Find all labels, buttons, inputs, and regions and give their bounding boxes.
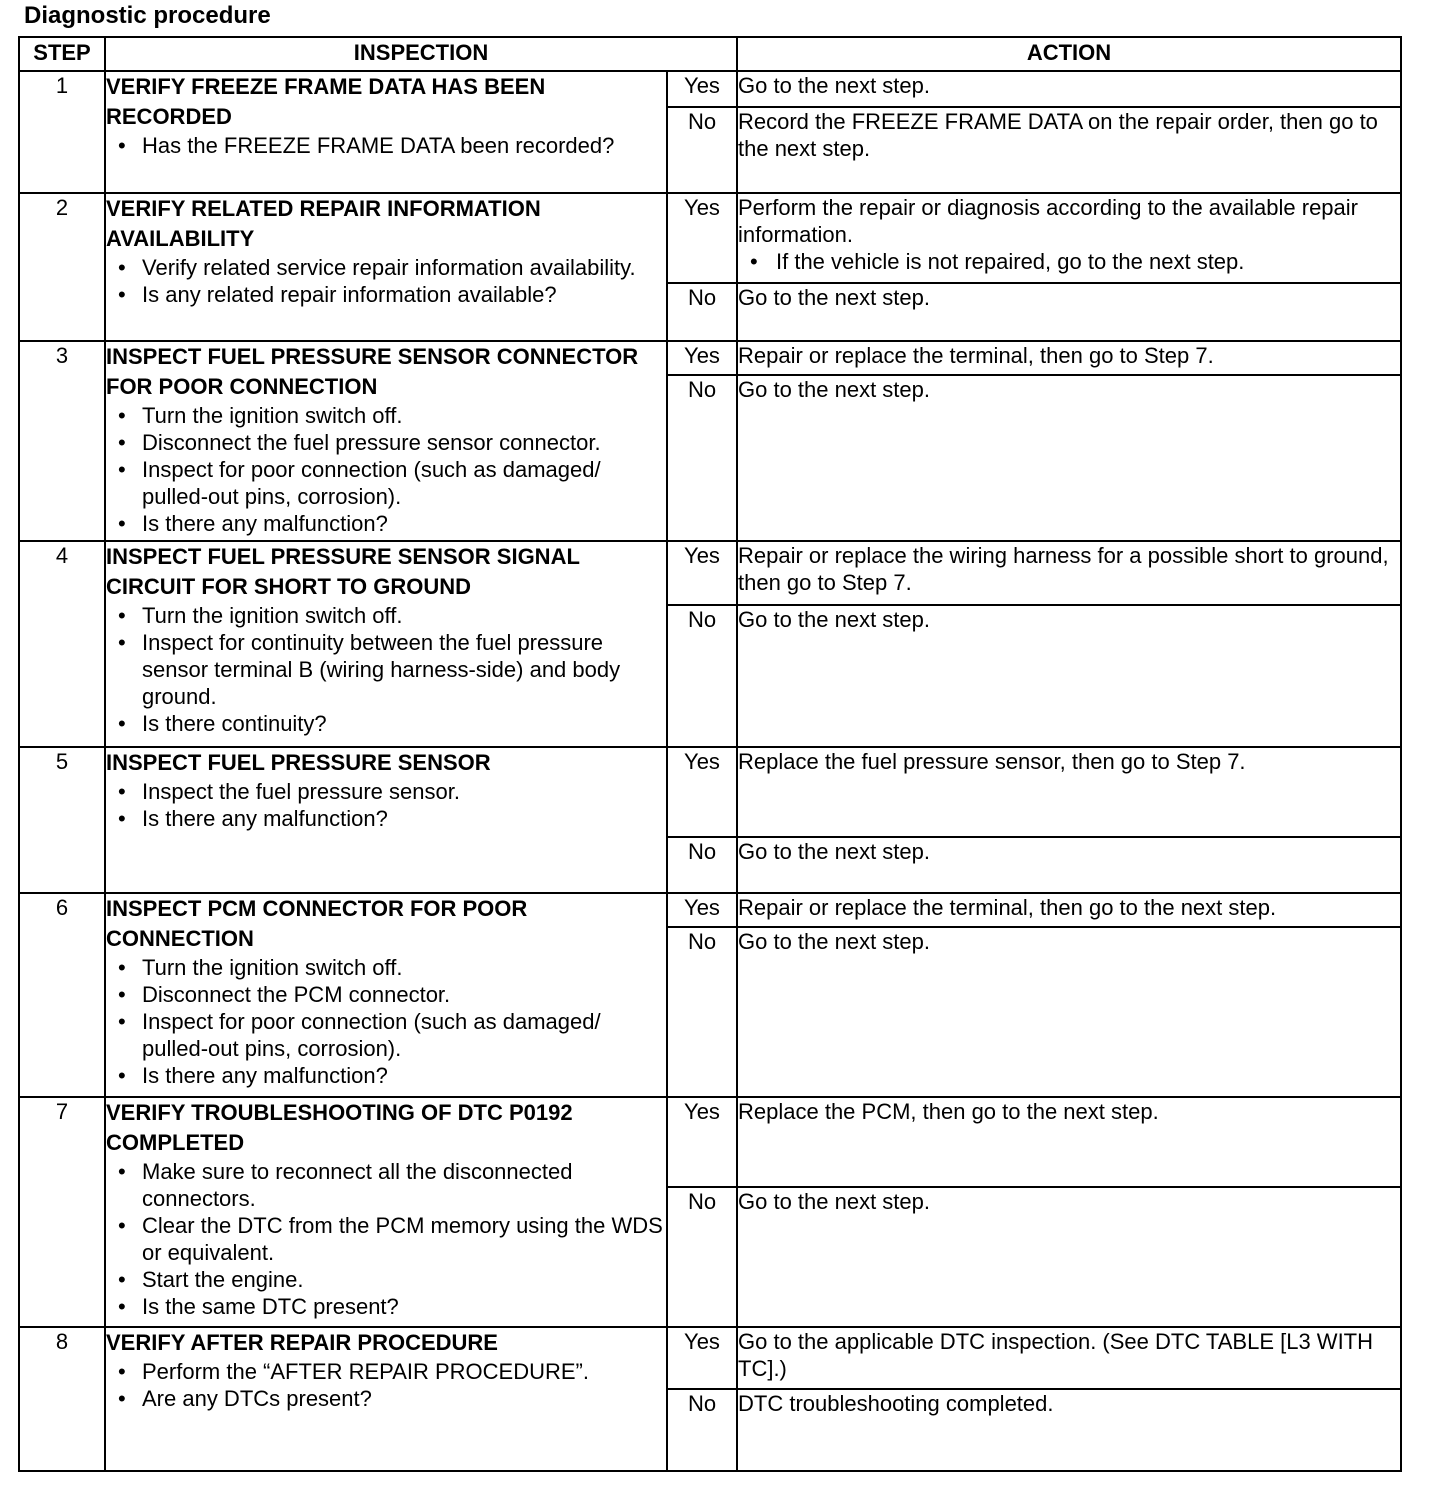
yes-action: Repair or replace the terminal, then go to Step 7. (737, 341, 1401, 375)
yes-label: Yes (667, 541, 737, 605)
inspection-title: VERIFY RELATED REPAIR INFORMATION AVAILABILITY (106, 196, 541, 251)
step-number: 5 (19, 747, 105, 893)
inspection-cell (105, 541, 667, 747)
inspection-bullet: • Turn the ignition switch off. (106, 602, 666, 629)
inspection-bullet: • Turn the ignition switch off. (106, 954, 666, 981)
inspection-title: INSPECT FUEL PRESSURE SENSOR (106, 750, 491, 775)
yes-action: Replace the PCM, then go to the next step. (737, 1097, 1401, 1187)
no-action: DTC troubleshooting completed. (737, 1389, 1401, 1471)
no-action: Record the FREEZE FRAME DATA on the repair order, then go to the next step. (737, 107, 1401, 193)
inspection-bullet: • Has the FREEZE FRAME DATA been recorded? (106, 132, 666, 159)
inspection-title: INSPECT FUEL PRESSURE SENSOR CONNECTOR FOR POOR CONNECTION (106, 344, 639, 399)
inspection-bullet: • Inspect for poor connection (such as damaged/ pulled-out pins, corrosion). (106, 456, 666, 510)
inspection-bullet: • Inspect for poor connection (such as damaged/ pulled-out pins, corrosion). (106, 1008, 666, 1062)
yes-action: Replace the fuel pressure sensor, then go to Step 7. (737, 747, 1401, 837)
no-label: No (667, 1187, 737, 1327)
yes-action: Repair or replace the terminal, then go to the next step. (737, 893, 1401, 927)
document-title: Diagnostic procedure (24, 2, 271, 29)
inspection-cell (105, 747, 667, 893)
inspection-cell (105, 193, 667, 341)
no-action: Go to the next step. (737, 375, 1401, 541)
no-action: Go to the next step. (737, 927, 1401, 1097)
inspection-bullet: • Make sure to reconnect all the disconnected connectors. (106, 1158, 666, 1212)
step-row-1-yes (19, 71, 1401, 107)
inspection-bullet: • Is any related repair information available? (106, 281, 666, 308)
inspection-title: VERIFY TROUBLESHOOTING OF DTC P0192 COMPLETED (106, 1100, 573, 1155)
step-number: 2 (19, 193, 105, 341)
inspection-bullet: • Clear the DTC from the PCM memory using the WDS or equivalent. (106, 1212, 666, 1266)
inspection-bullet: • Is the same DTC present? (106, 1293, 666, 1320)
table-header-row (19, 37, 1401, 71)
inspection-cell (105, 341, 667, 541)
step-number: 3 (19, 341, 105, 541)
no-label: No (667, 605, 737, 747)
step-number: 8 (19, 1327, 105, 1471)
inspection-cell (105, 1327, 667, 1471)
inspection-bullet: • Inspect the fuel pressure sensor. (106, 778, 666, 805)
no-action: Go to the next step. (737, 283, 1401, 341)
yes-action: Go to the next step. (737, 71, 1401, 107)
inspection-bullet: • Perform the “AFTER REPAIR PROCEDURE”. (106, 1358, 666, 1385)
step-number: 7 (19, 1097, 105, 1327)
no-label: No (667, 375, 737, 541)
inspection-bullet: • Are any DTCs present? (106, 1385, 666, 1412)
step-row-2-yes (19, 193, 1401, 283)
no-label: No (667, 107, 737, 193)
no-label: No (667, 837, 737, 893)
inspection-cell (105, 1097, 667, 1327)
inspection-cell (105, 893, 667, 1097)
inspection-bullet: • Inspect for continuity between the fuel pressure sensor terminal B (wiring harness-side) and body ground. (106, 629, 666, 710)
inspection-title: INSPECT FUEL PRESSURE SENSOR SIGNAL CIRCUIT FOR SHORT TO GROUND (106, 544, 580, 599)
no-label: No (667, 283, 737, 341)
yes-action: Go to the applicable DTC inspection. (See DTC TABLE [L3 WITH TC].) (737, 1327, 1401, 1389)
no-label: No (667, 927, 737, 1097)
step-number: 1 (19, 71, 105, 193)
inspection-title: INSPECT PCM CONNECTOR FOR POOR CONNECTION (106, 896, 528, 951)
step-row-5-yes (19, 747, 1401, 837)
step-row-4-yes (19, 541, 1401, 605)
header-action: ACTION (737, 37, 1401, 71)
inspection-bullet: • Verify related service repair information availability. (106, 254, 666, 281)
step-number: 4 (19, 541, 105, 747)
yes-label: Yes (667, 193, 737, 283)
step-row-8-yes (19, 1327, 1401, 1389)
step-number: 6 (19, 893, 105, 1097)
yes-label: Yes (667, 341, 737, 375)
no-label: No (667, 1389, 737, 1471)
diagnostic-procedure-table (18, 36, 1402, 1472)
no-action: Go to the next step. (737, 837, 1401, 893)
yes-label: Yes (667, 747, 737, 837)
yes-label: Yes (667, 1327, 737, 1389)
inspection-title: VERIFY AFTER REPAIR PROCEDURE (106, 1330, 498, 1355)
step-row-3-yes (19, 341, 1401, 375)
inspection-bullet: • Is there continuity? (106, 710, 666, 737)
inspection-bullet: • Is there any malfunction? (106, 805, 666, 832)
no-action: Go to the next step. (737, 605, 1401, 747)
header-step: STEP (19, 37, 105, 71)
inspection-title: VERIFY FREEZE FRAME DATA HAS BEEN RECORDED (106, 74, 546, 129)
inspection-bullet: • Start the engine. (106, 1266, 666, 1293)
step-row-6-yes (19, 893, 1401, 927)
no-action: Go to the next step. (737, 1187, 1401, 1327)
yes-label: Yes (667, 893, 737, 927)
yes-label: Yes (667, 71, 737, 107)
yes-action: Perform the repair or diagnosis according to the available repair information. (738, 195, 1358, 247)
inspection-bullet: • Is there any malfunction? (106, 1062, 666, 1089)
inspection-bullet: • Disconnect the fuel pressure sensor connector. (106, 429, 666, 456)
header-inspection: INSPECTION (105, 37, 737, 71)
inspection-bullet: • Is there any malfunction? (106, 510, 666, 537)
inspection-bullet: • Disconnect the PCM connector. (106, 981, 666, 1008)
inspection-cell (105, 71, 667, 193)
inspection-bullet: • Turn the ignition switch off. (106, 402, 666, 429)
yes-action: Repair or replace the wiring harness for a possible short to ground, then go to Step 7. (737, 541, 1401, 605)
step-row-7-yes (19, 1097, 1401, 1187)
yes-label: Yes (667, 1097, 737, 1187)
action-bullet: • If the vehicle is not repaired, go to the next step. (738, 248, 1400, 275)
yes-action-cell (737, 193, 1401, 283)
